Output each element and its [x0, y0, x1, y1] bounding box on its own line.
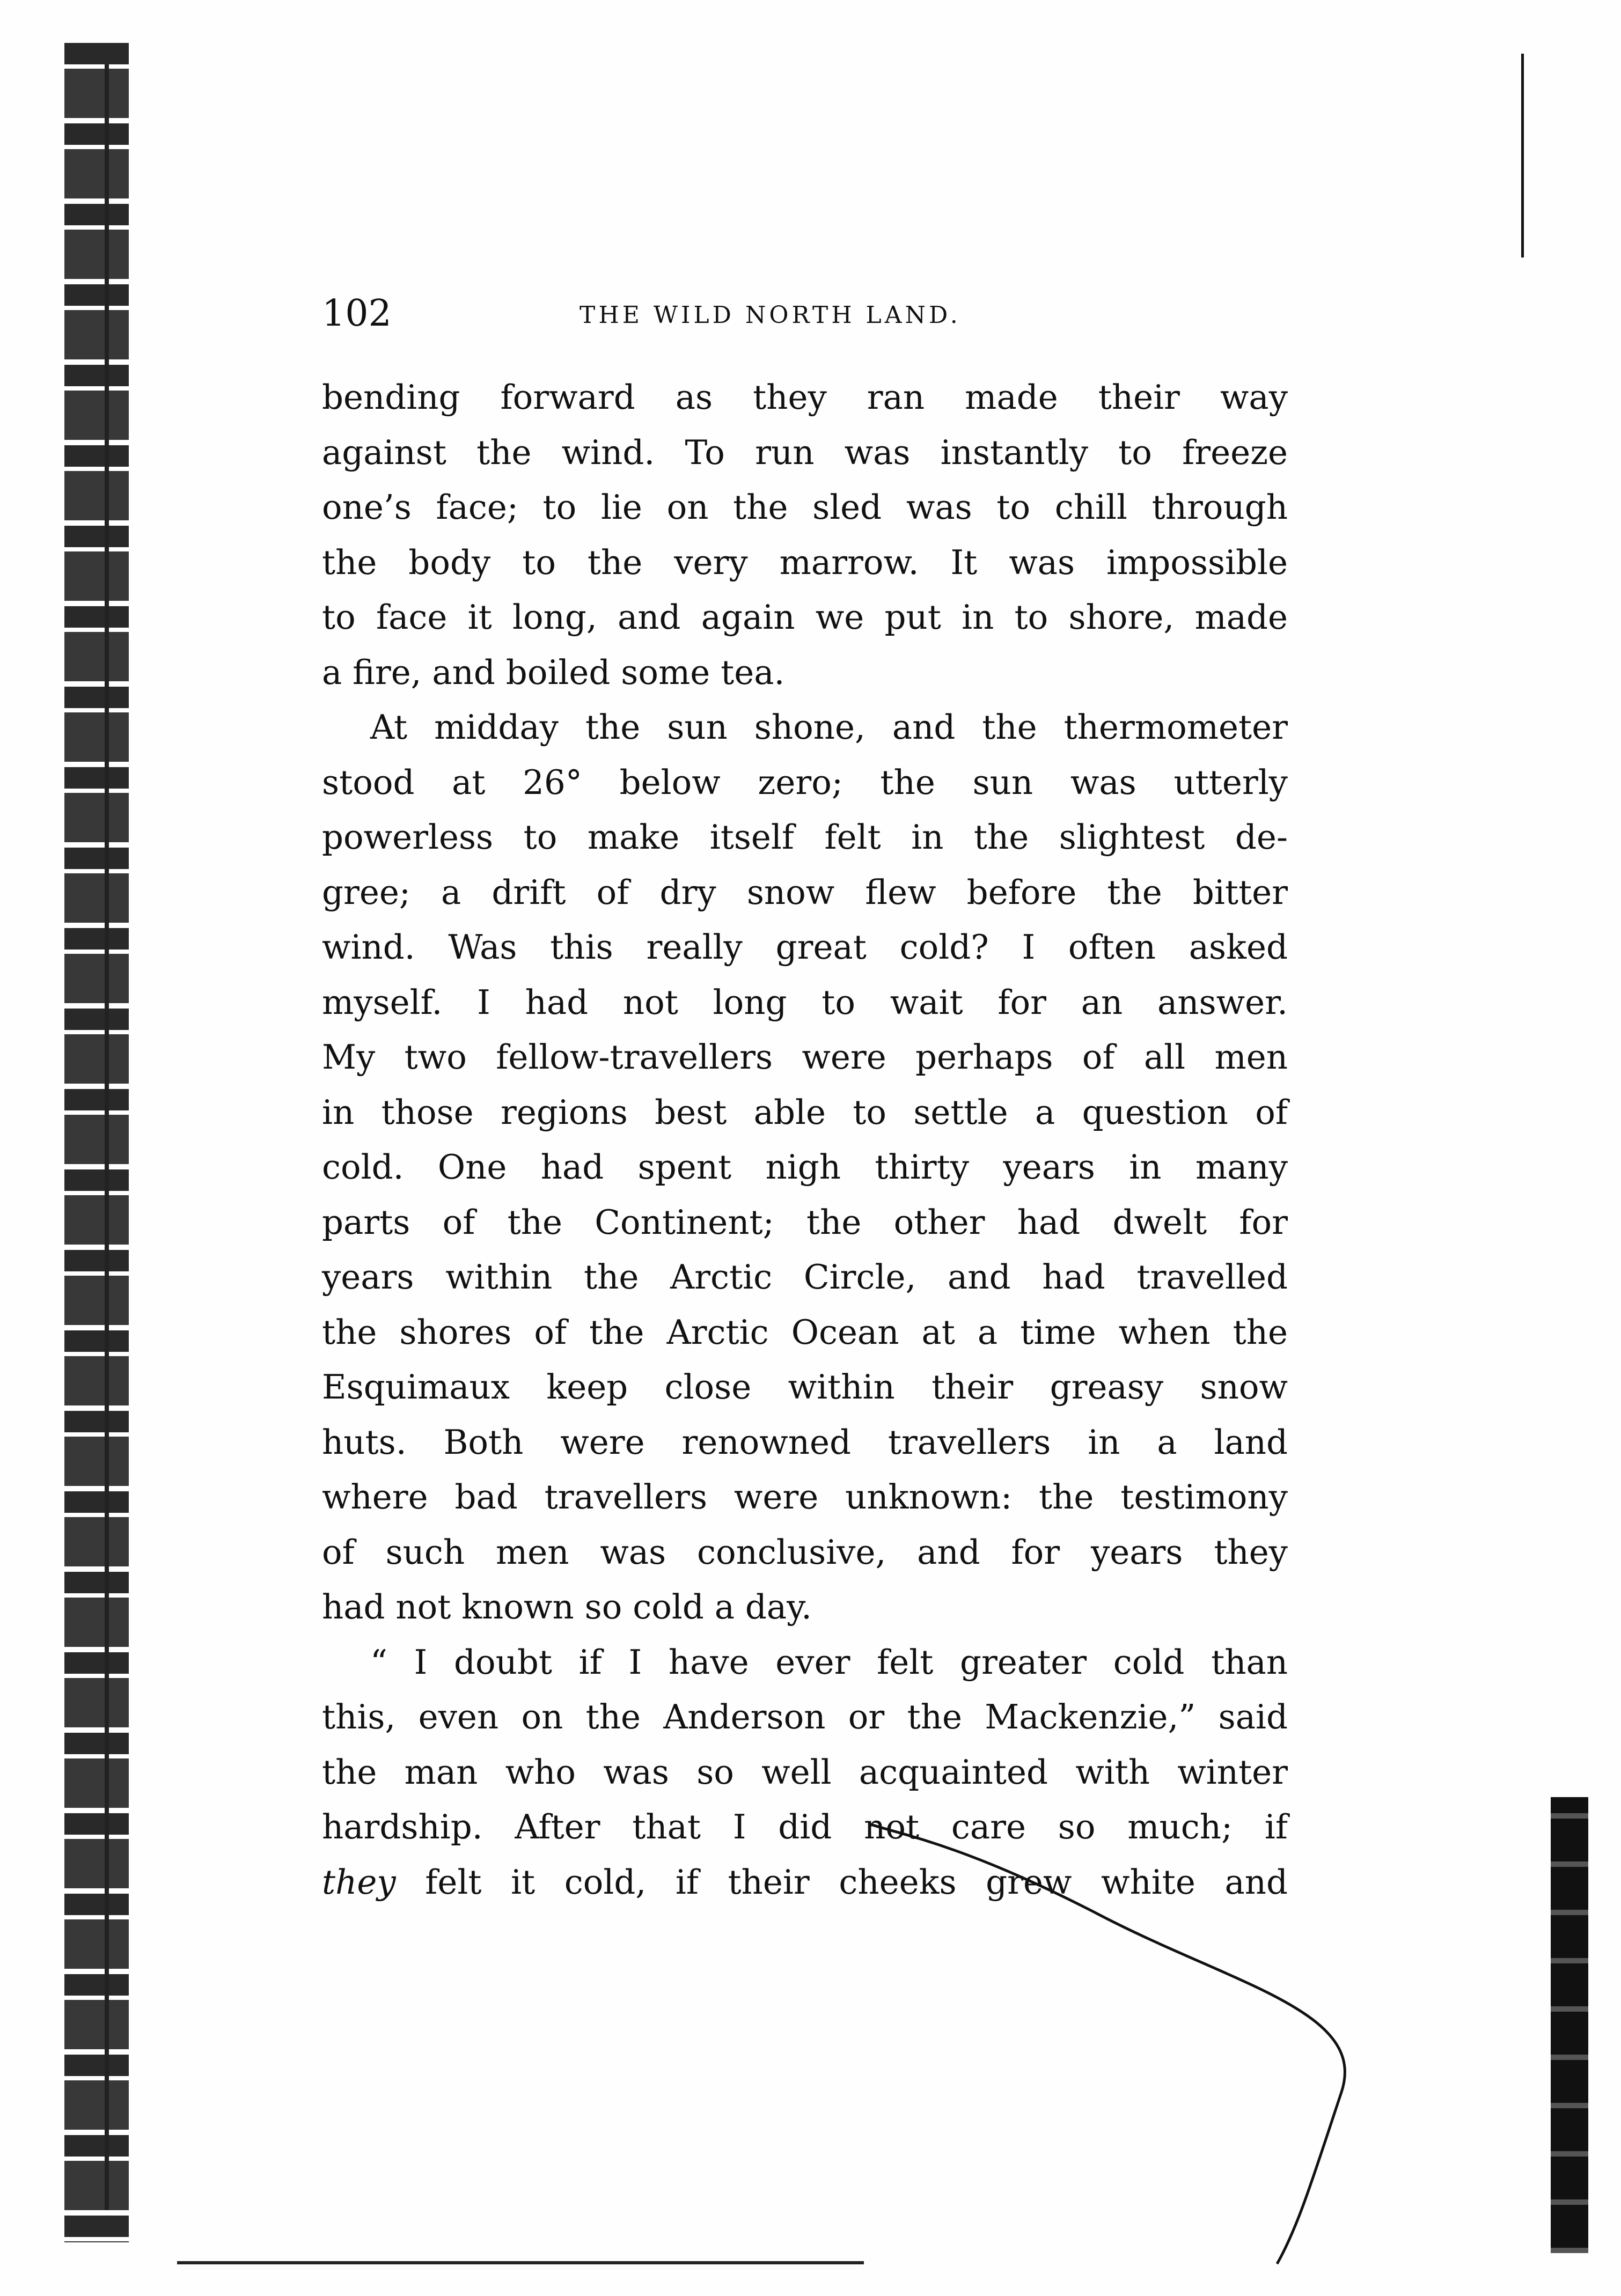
- text-line: one’s face; to lie on the sled was to chill through: [322, 488, 1288, 527]
- italic-word: they: [322, 1862, 396, 1902]
- page-header: [322, 290, 1288, 338]
- scan-binding-edge: [105, 64, 109, 2210]
- text-line: Esquimaux keep close within their greasy snow: [322, 1367, 1288, 1407]
- scan-right-edge-shadow: [1551, 1797, 1588, 2253]
- text-line: My two fellow-travellers were perhaps of all men: [322, 1037, 1288, 1077]
- text-line: wind. Was this really great cold? I often asked: [322, 928, 1288, 967]
- text-line: “ I doubt if I have ever felt greater cold than: [370, 1642, 1288, 1682]
- text-line: myself. I had not long to wait for an answer.: [322, 982, 1288, 1022]
- text-line: the shores of the Arctic Ocean at a time when the: [322, 1312, 1288, 1352]
- text-line: of such men was conclusive, and for years they: [322, 1532, 1288, 1572]
- last-line-rest: felt it cold, if their cheeks grew white and: [425, 1862, 1288, 1902]
- text-line: cold. One had spent nigh thirty years in many: [322, 1147, 1288, 1187]
- text-line: to face it long, and again we put in to shore, made: [322, 598, 1288, 637]
- text-line: years within the Arctic Circle, and had travelled: [322, 1257, 1288, 1297]
- page-number: 102: [322, 292, 392, 335]
- text-line: where bad travellers were unknown: the testimony: [322, 1477, 1288, 1517]
- scan-bottom-edge: [177, 2261, 864, 2264]
- scan-right-edge-mark: [1521, 54, 1524, 257]
- text-line: the body to the very marrow. It was impossible: [322, 542, 1288, 582]
- body-text: [322, 370, 1288, 1910]
- running-title: THE WILD NORTH LAND.: [580, 301, 961, 329]
- text-line-last: [322, 1855, 1288, 1910]
- text-line: stood at 26° below zero; the sun was utterly: [322, 762, 1288, 802]
- text-line: powerless to make itself felt in the slightest de-: [322, 818, 1288, 857]
- text-line: a fire, and boiled some tea.: [322, 652, 785, 692]
- text-line: in those regions best able to settle a question of: [322, 1092, 1288, 1132]
- text-line: parts of the Continent; the other had dwelt for: [322, 1202, 1288, 1242]
- text-line: this, even on the Anderson or the Mackenzie,” said: [322, 1697, 1288, 1736]
- text-line: had not known so cold a day.: [322, 1587, 812, 1627]
- text-line: At midday the sun shone, and the thermometer: [370, 708, 1288, 747]
- text-line: huts. Both were renowned travellers in a land: [322, 1422, 1288, 1462]
- text-line: the man who was so well acquainted with winter: [322, 1752, 1288, 1792]
- text-line: gree; a drift of dry snow flew before the bitter: [322, 872, 1288, 912]
- text-line: against the wind. To run was instantly to freeze: [322, 432, 1288, 472]
- scan-binding-shadow: [64, 43, 129, 2242]
- text-line: bending forward as they ran made their way: [322, 378, 1288, 417]
- text-line: hardship. After that I did not care so much; if: [322, 1807, 1288, 1846]
